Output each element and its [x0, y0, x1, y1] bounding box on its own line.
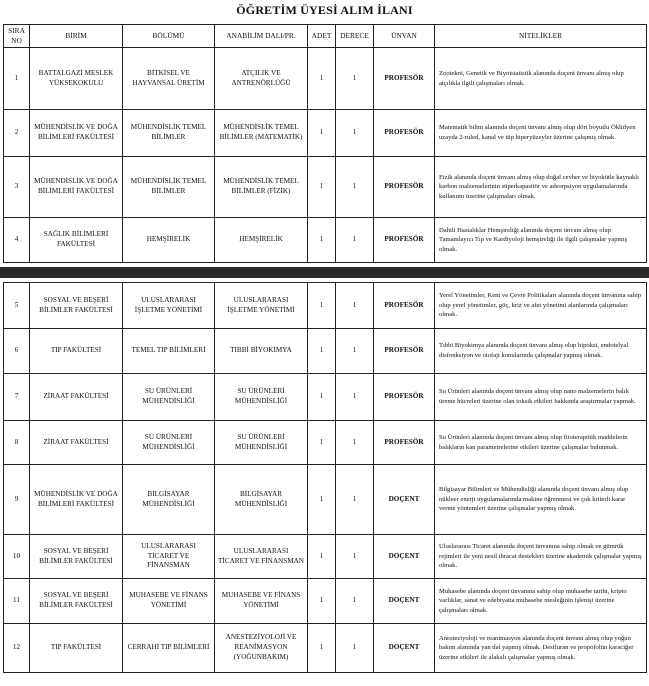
cell-unvan: DOÇENT — [374, 579, 435, 624]
cell-adet: 1 — [308, 48, 336, 110]
cell-bolumu: ULUSLARARASI TİCARET VE FİNANSMAN — [123, 535, 215, 579]
cell-adet: 1 — [308, 579, 336, 624]
cell-unvan: PROFESÖR — [374, 374, 435, 421]
announcement-table-bottom — [3, 282, 647, 673]
header-adet: ADET — [308, 25, 336, 48]
cell-unvan: PROFESÖR — [374, 218, 435, 263]
cell-adet: 1 — [308, 110, 336, 157]
cell-sira-no: 10 — [4, 535, 30, 579]
cell-unvan: DOÇENT — [374, 535, 435, 579]
cell-nitelikler: Tıbbi Biyokimya alanında doçent ünvanı almış olup hipoksi, endotelyal disfonksiyon ve otofaji konularında çalışmalar yapmış olmak. — [435, 329, 647, 374]
cell-bolumu: MÜHENDİSLİK TEMEL BİLİMLER — [123, 110, 215, 157]
cell-nitelikler: Bilgisayar Bilimleri ve Mühendisliği alanında doçent ünvanı almış olup nükleer enerji uygulamalarında makine öğrenmesi ve çok kriterli karar verme yöntemleri üzerine çalışmalar yapmış olmak. — [435, 465, 647, 535]
table-row — [4, 329, 647, 374]
cell-anabilim: ATÇILIK VE ANTRENÖRLÜĞÜ — [215, 48, 308, 110]
header-nitelikler: NİTELİKLER — [435, 25, 647, 48]
cell-nitelikler: Fizik alanında doçent ünvanı almış olup doğal cevher ve biyokütle kaynaklı karbon malzemelerinin süperkapasitör ve adsorpsiyon uygulamalarında kullanımı üzerine çalışmaları olmak. — [435, 157, 647, 218]
cell-birim: ZİRAAT FAKÜLTESİ — [30, 374, 123, 421]
cell-derece: 1 — [336, 48, 374, 110]
cell-anabilim: MÜHENDİSLİK TEMEL BİLİMLER (MATEMATİK) — [215, 110, 308, 157]
table-row — [4, 110, 647, 157]
cell-nitelikler: Uluslararası Ticaret alanında doçent ünvanına sahip olmak ve gümrük rejimleri ile yeni nesil ihracat destekleri üzerine akademik çalışmalar yapmış olmak. — [435, 535, 647, 579]
cell-sira-no: 2 — [4, 110, 30, 157]
table-row — [4, 157, 647, 218]
cell-adet: 1 — [308, 535, 336, 579]
cell-derece: 1 — [336, 465, 374, 535]
cell-unvan: PROFESÖR — [374, 48, 435, 110]
cell-sira-no: 1 — [4, 48, 30, 110]
cell-anabilim: ULUSLARARASI İŞLETME YÖNETİMİ — [215, 283, 308, 329]
cell-nitelikler: Matematik bilim alanında doçent ünvanı almış olup dört boyutlu Öklidyen uzayda 2-ruled, kanal ve tüp hiperyüzeyler üzerine çalışmış olmak. — [435, 110, 647, 157]
header-sira-no: SIRA NO — [4, 25, 30, 48]
cell-bolumu: MÜHENDİSLİK TEMEL BİLİMLER — [123, 157, 215, 218]
cell-bolumu: BİTKİSEL VE HAYVANSAL ÜRETİM — [123, 48, 215, 110]
table-row — [4, 48, 647, 110]
cell-sira-no: 7 — [4, 374, 30, 421]
table-row — [4, 579, 647, 624]
cell-birim: SOSYAL VE BEŞERİ BİLİMLER FAKÜLTESİ — [30, 283, 123, 329]
cell-birim: MÜHENDİSLİK VE DOĞA BİLİMLERİ FAKÜLTESİ — [30, 465, 123, 535]
cell-sira-no: 9 — [4, 465, 30, 535]
cell-anabilim: SU ÜRÜNLERİ MÜHENDİSLİĞİ — [215, 374, 308, 421]
cell-derece: 1 — [336, 535, 374, 579]
cell-anabilim: HEMŞİRELİK — [215, 218, 308, 263]
cell-anabilim: MÜHENDİSLİK TEMEL BİLİMLER (FİZİK) — [215, 157, 308, 218]
table-row — [4, 421, 647, 465]
cell-sira-no: 3 — [4, 157, 30, 218]
cell-birim: TIP FAKÜLTESİ — [30, 624, 123, 673]
cell-nitelikler: Su Ürünleri alanında doçent ünvanı almış olup fitoterapötik maddelerin balıkların kan parametrelerine etkileri üzerine çalışmalar bulunmak. — [435, 421, 647, 465]
cell-nitelikler: Anesteziyoloji ve reanimasyon alanında doçent ünvanı almış olup yoğun bakım alanında yan dal yapmış olmak. Desfluran ve propofolün karaciğer üzerine etkileri ile alakalı çalışmalar yapmış olmak. — [435, 624, 647, 673]
cell-anabilim: SU ÜRÜNLERİ MÜHENDİSLİĞİ — [215, 421, 308, 465]
cell-birim: BATTALGAZİ MESLEK YÜKSEKOKULU — [30, 48, 123, 110]
cell-adet: 1 — [308, 283, 336, 329]
cell-anabilim: TIBBİ BİYOKİMYA — [215, 329, 308, 374]
cell-bolumu: MUHASEBE VE FİNANS YÖNETİMİ — [123, 579, 215, 624]
cell-adet: 1 — [308, 624, 336, 673]
table-row — [4, 374, 647, 421]
cell-nitelikler: Su Ürünleri alanında doçent ünvanı almış olup nano malzemelerin balık üreme hücreleri üzerine olan toksik etkileri hakkında araştırmalar yapmak. — [435, 374, 647, 421]
cell-unvan: PROFESÖR — [374, 283, 435, 329]
cell-birim: SOSYAL VE BEŞERİ BİLİMLER FAKÜLTESİ — [30, 579, 123, 624]
table-row — [4, 624, 647, 673]
cell-birim: ZİRAAT FAKÜLTESİ — [30, 421, 123, 465]
cell-unvan: PROFESÖR — [374, 329, 435, 374]
table-row — [4, 218, 647, 263]
cell-unvan: PROFESÖR — [374, 157, 435, 218]
cell-sira-no: 8 — [4, 421, 30, 465]
cell-anabilim: ULUSLARARASI TİCARET VE FİNANSMAN — [215, 535, 308, 579]
cell-derece: 1 — [336, 624, 374, 673]
table-header-row — [4, 25, 647, 48]
cell-adet: 1 — [308, 329, 336, 374]
cell-bolumu: SU ÜRÜNLERİ MÜHENDİSLİĞİ — [123, 421, 215, 465]
cell-unvan: PROFESÖR — [374, 110, 435, 157]
cell-derece: 1 — [336, 421, 374, 465]
cell-nitelikler: Muhasebe alanında doçent ünvanına sahip olup muhasebe tarihi, kripto varlıklar, sanat ve edebiyatta muhasebe mesleğinin işlenişi üzerine çalışmaları olmak. — [435, 579, 647, 624]
header-bolumu: BÖLÜMÜ — [123, 25, 215, 48]
table-row — [4, 283, 647, 329]
cell-sira-no: 6 — [4, 329, 30, 374]
cell-bolumu: BİLGİSAYAR MÜHENDİSLİĞİ — [123, 465, 215, 535]
cell-adet: 1 — [308, 218, 336, 263]
cell-bolumu: HEMŞİRELİK — [123, 218, 215, 263]
header-anabilim: ANABİLİM DALI/PR. — [215, 25, 308, 48]
cell-sira-no: 4 — [4, 218, 30, 263]
cell-derece: 1 — [336, 283, 374, 329]
table-row — [4, 465, 647, 535]
cell-nitelikler: Zootekni, Genetik ve Biyoistatistik alanında doçent ünvanı almış olup atçılıkla ilgili çalışmaları olmak. — [435, 48, 647, 110]
page-divider — [0, 267, 649, 278]
page-title: ÖĞRETİM ÜYESİ ALIM İLANI — [236, 3, 413, 17]
cell-adet: 1 — [308, 157, 336, 218]
table-row — [4, 535, 647, 579]
cell-bolumu: SU ÜRÜNLERİ MÜHENDİSLİĞİ — [123, 374, 215, 421]
cell-derece: 1 — [336, 374, 374, 421]
cell-bolumu: TEMEL TIP BİLİMLERİ — [123, 329, 215, 374]
cell-nitelikler: Dahili Hastalıklar Hemşireliği alanında doçent ünvanı almış olup Tamamlayıcı Tıp ve Kardiyoloji hemşireliği ile ilgili çalışmalar yapmış olmak. — [435, 218, 647, 263]
cell-adet: 1 — [308, 465, 336, 535]
cell-birim: MÜHENDİSLİK VE DOĞA BİLİMLERİ FAKÜLTESİ — [30, 157, 123, 218]
cell-birim: MÜHENDİSLİK VE DOĞA BİLİMLERİ FAKÜLTESİ — [30, 110, 123, 157]
cell-birim: SOSYAL VE BEŞERİ BİLİMLER FAKÜLTESİ — [30, 535, 123, 579]
header-derece: DERECE — [336, 25, 374, 48]
cell-anabilim: BİLGİSAYAR MÜHENDİSLİĞİ — [215, 465, 308, 535]
cell-nitelikler: Yerel Yönetimler, Kent ve Çevre Politikaları alanında doçent ünvanına sahip olup yerel yönetimler, göç, kriz ve afet yönetimi alanlarında çalışmaları olmak. — [435, 283, 647, 329]
cell-derece: 1 — [336, 329, 374, 374]
cell-derece: 1 — [336, 218, 374, 263]
cell-anabilim: ANESTEZİYOLOJİ VE REANİMASYON (YOĞUNBAKIM) — [215, 624, 308, 673]
header-birim: BİRİM — [30, 25, 123, 48]
cell-birim: TIP FAKÜLTESİ — [30, 329, 123, 374]
cell-sira-no: 12 — [4, 624, 30, 673]
cell-unvan: DOÇENT — [374, 624, 435, 673]
cell-derece: 1 — [336, 579, 374, 624]
cell-birim: SAĞLIK BİLİMLERİ FAKÜLTESİ — [30, 218, 123, 263]
cell-adet: 1 — [308, 421, 336, 465]
cell-derece: 1 — [336, 157, 374, 218]
cell-derece: 1 — [336, 110, 374, 157]
header-unvan: ÜNVAN — [374, 25, 435, 48]
cell-bolumu: ULUSLARARASI İŞLETME YÖNETİMİ — [123, 283, 215, 329]
cell-adet: 1 — [308, 374, 336, 421]
cell-sira-no: 5 — [4, 283, 30, 329]
cell-anabilim: MUHASEBE VE FİNANS YÖNETİMİ — [215, 579, 308, 624]
cell-unvan: PROFESÖR — [374, 421, 435, 465]
cell-bolumu: CERRAHİ TIP BİLİMLERİ — [123, 624, 215, 673]
cell-sira-no: 11 — [4, 579, 30, 624]
announcement-table-top — [3, 24, 647, 263]
cell-unvan: DOÇENT — [374, 465, 435, 535]
